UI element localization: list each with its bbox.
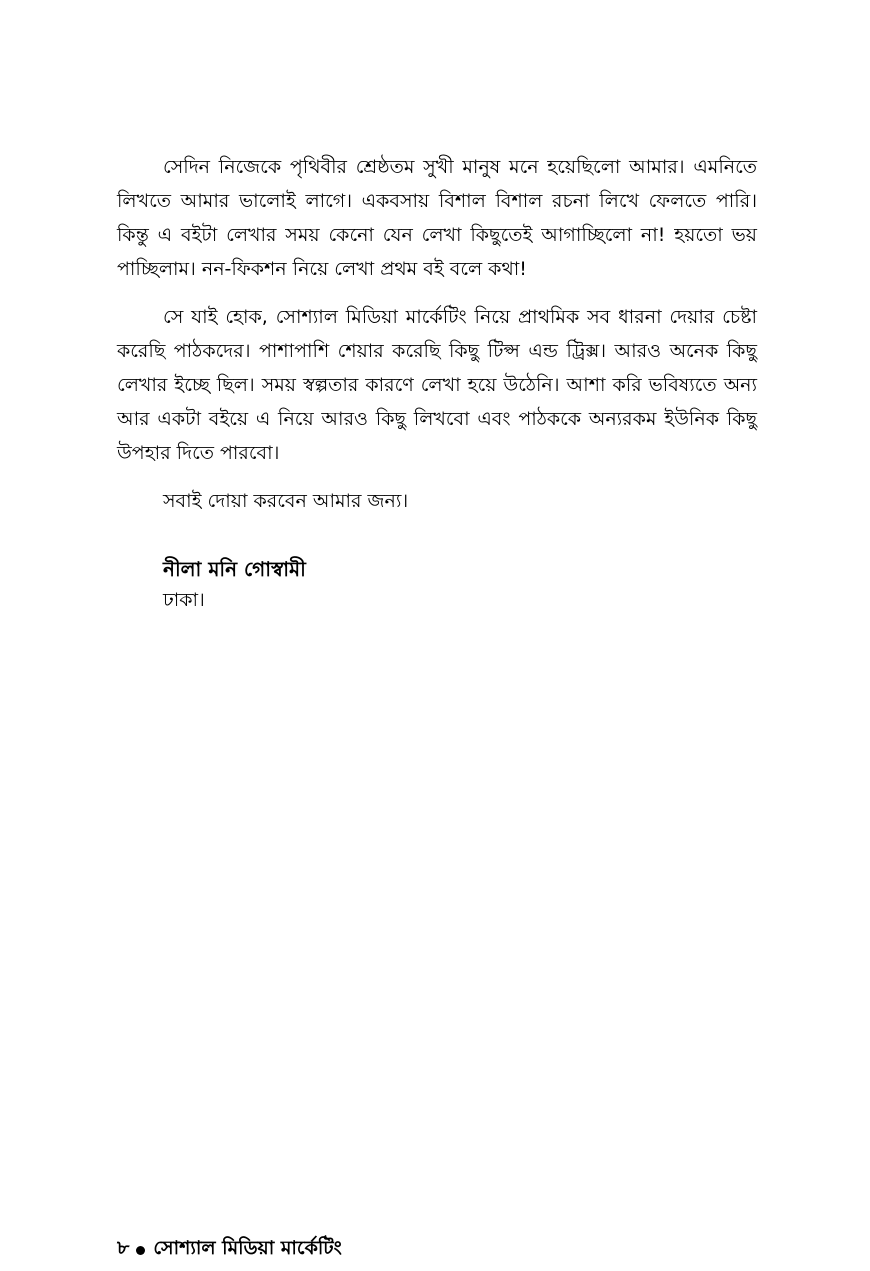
preface-body [117, 150, 757, 616]
author-name: নীলা মনি গোস্বামী [163, 557, 306, 581]
bullet-icon [136, 1246, 145, 1255]
running-title: সোশ্যাল মিডিয়া মার্কেটিং [153, 1237, 342, 1259]
paragraph-2: সে যাই হোক, সোশ্যাল মিডিয়া মার্কেটিং নিয়ে প্রাথমিক সব ধারনা দেয়ার চেষ্টা করেছি পাঠকদের। পাশাপাশি শেয়ার করেছি কিছু টিপ্স এন্ড ট্রিক্স। আরও অনেক কিছু লেখার ইচ্ছে ছিল। সময় স্বল্পতার কারণে লেখা হয়ে উঠেনি। আশা করি ভবিষ্যতে অন্য আর একটা বইয়ে এ নিয়ে আরও কিছু লিখবো এবং পাঠককে অন্যরকম ইউনিক কিছু উপহার দিতে পারবো। [117, 306, 757, 464]
author-place: ঢাকা। [163, 589, 205, 611]
page-footer [117, 1236, 342, 1264]
signature-block [117, 554, 757, 616]
closing-line: সবাই দোয়া করবেন আমার জন্য। [163, 490, 409, 512]
paragraph-1: সেদিন নিজেকে পৃথিবীর শ্রেষ্ঠতম সুখী মানুষ মনে হয়েছিলো আমার। এমনিতে লিখতে আমার ভালোই লাগে। একবসায় বিশাল বিশাল রচনা লিখে ফেলতে পারি। কিন্তু এ বইটা লেখার সময় কেনো যেন লেখা কিছুতেই আগাচ্ছিলো না! হয়তো ভয় পাচ্ছিলাম। নন-ফিকশন নিয়ে লেখা প্রথম বই বলে কথা! [117, 156, 757, 280]
page-number: ৮ [117, 1237, 130, 1259]
